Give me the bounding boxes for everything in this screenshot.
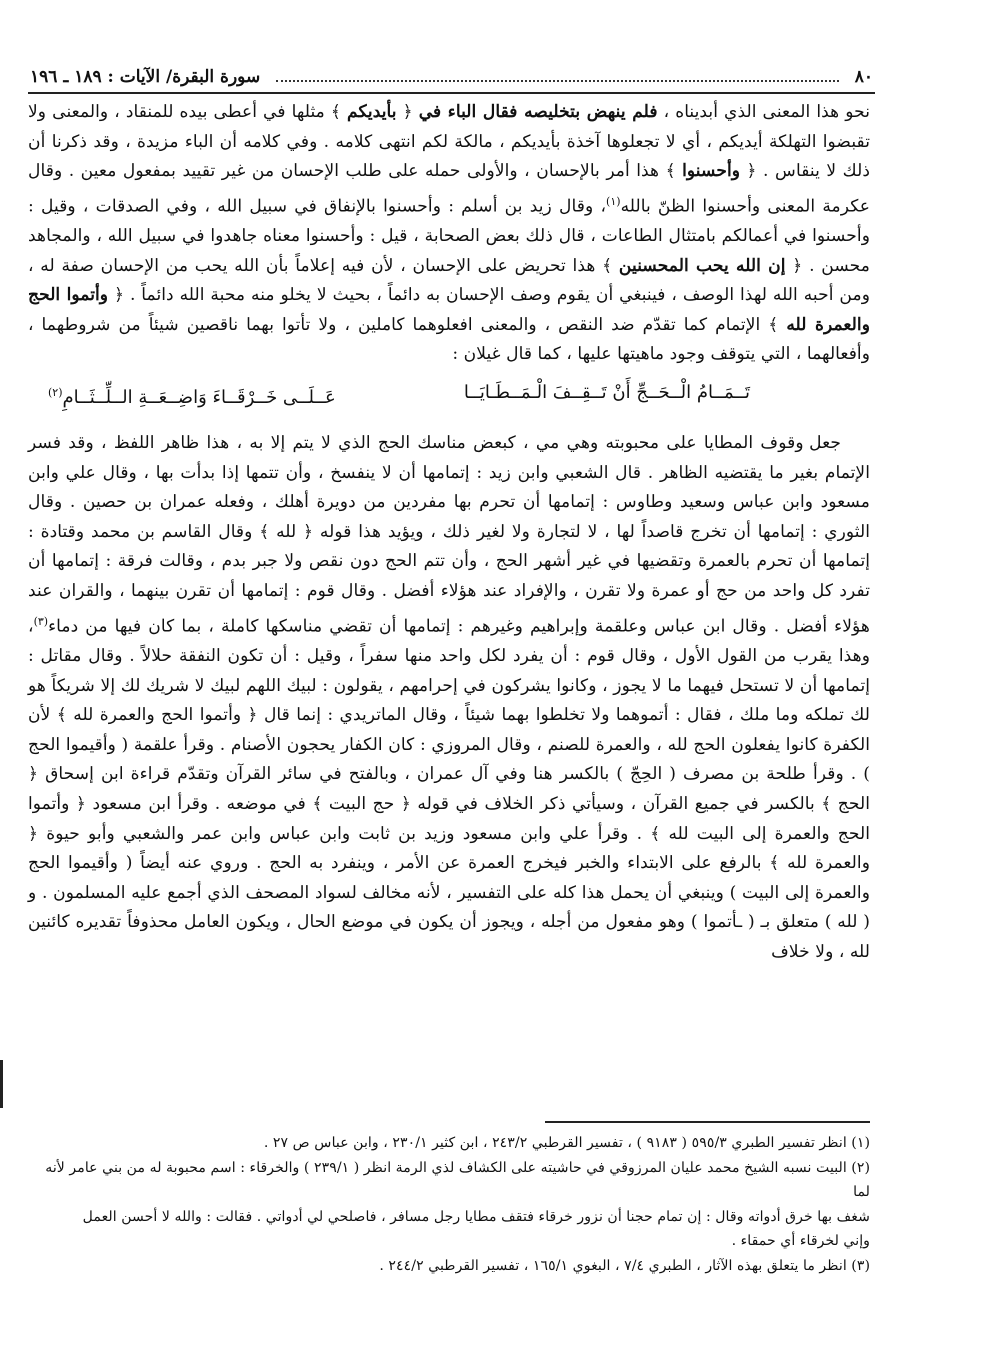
page-number: ٨٠ — [854, 67, 873, 87]
quran-quote: إن الله يحب المحسنين — [618, 255, 786, 276]
quran-quote: وأتموا الحج والعمرة لله — [28, 285, 870, 335]
verse-hemistich-2-text: عَــلَــى خَــرْقَــاءَ وَاضِــعَــةِ الــلِّــثَــامِ — [62, 387, 336, 409]
verse-hemistich-1: تَــمَــامُ الْــحَــجِّ أَنْ تَــقِــفَ الْـمَــطَـايَــا — [463, 382, 750, 404]
header-dot-leader — [276, 80, 839, 82]
verse-hemistich-2 — [48, 376, 336, 415]
margin-mark — [0, 1060, 3, 1108]
running-title: سورة البقرة/ الآيات : ١٨٩ ـ ١٩٦ — [30, 67, 261, 87]
footnote-1: (١) انظر تفسير الطبري ٥٩٥/٣ ( ٩١٨٣ ) ، تفسير القرطبي ٢٤٣/٢ ، ابن كثير ٢٣٠/١ ، وابن عباس ص ٢٧ . — [263, 1135, 870, 1151]
footnote-ref-2: (٢) — [48, 386, 63, 400]
footnote-ref-3: (٣) — [33, 614, 49, 628]
header-rule — [28, 92, 875, 94]
footnote-rule — [545, 1121, 870, 1123]
poetry-verse — [28, 376, 870, 415]
text-run: ، وهذا يقرب من القول الأول ، وقال قوم : أن يفرد لكل واحد منها سفراً ، وقيل : أن تكون النفقة حلالاً . وقال مقاتل : إتمامها أن لا تستحل فيهما ما لا يجوز ، وكانوا يشركون في إحرامهم ، يقولون : لبيك اللهم لبيك لا شريك لك إلا شريكاً هو لك تملكه وما ملك ، فقال : أتموهما ولا تخلطوا بهما شيئاً ، وقال الماتريدي : إنما قال ﴿ وأتموا الحج والعمرة لله ﴾ لأن الكفرة كانوا يفعلون الحج لله ، والعمرة للصنم ، وقال المروزي : كان الكفار يحجون الأصنام . وقرأ علقمة ( وأقيموا الحج ) . وقرأ طلحة بن مصرف ( الحِجّ ) بالكسر هنا وفي آل عمران ، وبالفتح في سائر القرآن وتقدّم قراءة ابن إسحاق ﴿ الحج ﴾ بالكسر في جميع القرآن ، وسيأتي ذكر الخلاف في قوله ﴿ حج البيت ﴾ في موضعه . وقرأ ابن مسعود ﴿ وأتموا الحج والعمرة إلى البيت لله ﴾ . وقرأ علي وابن مسعود وزيد بن ثابت وابن عباس وابن عمر والشعبي وأبو حيوة ﴿ والعمرة لله ﴾ بالرفع على الابتداء والخبر فيخرج العمرة عن الأمر ، وينفرد به الحج . وروي عنه أيضاً ( وأقيموا الحج والعمرة إلى البيت ) وينبغي أن يحمل هذا كله على التفسير ، لأنه مخالف لسواد المصحف الذي أجمع عليه المسلمون . و ( لله ) متعلق بـ ( ـأتموا ) وهو مفعول من أجله ، ويجوز أن يكون في موضع الحال ، ويكون العامل محذوفاً تقديره كائنين لله ، ولا خلاف — [28, 616, 870, 962]
text-run: ﴾ هذا تحريض على الإحسان ، لأن فيه إعلاماً بأن الله يحب من الإحسان صفة له ، ومن أحبه الله لهذا الوصف ، فينبغي أن يقوم وصف الإحسان به دائماً ، بحيث لا يخلو منه محبة الله دائماً . ﴿ — [28, 255, 870, 306]
bold-phrase: فلم ينهض بتخليصه فقال الباء في — [418, 102, 658, 122]
text-run: ﴾ الإتمام كما تقدّم ضد النقص ، والمعنى افعلوهما كاملين ، ولا تأتوا بهما ناقصين شيئاً من شروطهما ، وأفعالهما ، التي يتوقف وجود ماهيتها عليها ، كما قال غيلان : — [28, 314, 870, 365]
text-run: ﴾ هذا أمر بالإحسان ، والأولى حمله على طلب الإحسان من غير تقييد بمفعول معين . وقال عكرمة المعنى وأحسنوا الظنّ بالله — [28, 161, 870, 217]
text-run: ﴾ مثلها في أعطى بيده للمنقاد ، والمعنى ولا تقبضوا التهلكة أيديكم ، أي لا تجعلوها آخذة بأيديكم ، مالكة لكم انتهى كلامه . وفي كلامه أن الباء مزيدة ، وقد ذكرنا أن ذلك لا ينقاس . ﴿ — [28, 102, 870, 182]
paragraph-1 — [28, 98, 870, 370]
text-run: جعل وقوف المطايا على محبوبته وهي مي ، كبعض مناسك الحج الذي لا يتم إلا به ، هذا ظاهر اللفظ ، وقد فسر الإتمام بغير ما يقتضيه الظاهر . قال الشعبي وابن زيد : إتمامها أن لا ينفسخ ، وأن تتمها إذا بدأت بها ، وقال علي وابن مسعود وابن عباس وسعيد وطاوس : إتمامها أن تحرم بها مفردين من دويرة أهلك ، وفعله عمران بن حصين . وقال الثوري : إتمامها أن تخرج قاصداً لها ، لا لتجارة ولا لغير ذلك ، ويؤيد هذا قوله ﴿ لله ﴾ وقال القاسم بن محمد وقتادة : إتمامها أن تحرم بالعمرة وتقضيها في غير أشهر الحج ، وأن تتم الحج دون نقص ولا جبر بدم ، وقالت فرقة : إتمامها أن تفرد كل واحد من حج أو عمرة ولا تقرن ، والإفراد عند هؤلاء أفضل . وقال قوم : إتمامها أن تقرن بينهما ، والقران عند هؤلاء أفضل . وقال ابن عباس وعلقمة وإبراهيم وغيرهم : إتمامها أن تقضي مناسكها كاملة ، بما كان فيها من دماء — [28, 433, 870, 637]
main-text — [28, 98, 870, 968]
running-header — [30, 62, 873, 92]
quran-quote: بأيديكم — [347, 102, 397, 122]
footnote-ref-1: (١) — [606, 194, 621, 208]
footnote-2-line-1: (٢) البيت نسبه الشيخ محمد عليان المرزوقي في حاشيته على الكشاف لذي الرمة انظر ( ٢٣٩/١ ) والخرقاء : اسم محبوبة له من بني عامر لأنه لما — [45, 1159, 870, 1200]
text-run: ، وقال زيد بن أسلم : وأحسنوا بالإنفاق في سبيل الله ، وفي الصدقات ، وقيل : وأحسنوا في أعمالكم بامتثال الطاعات ، قال ذلك بعض الصحابة ، قيل : وأحسنوا معناه جاهدوا في سبيل الله ، والمجاهد محسن . ﴿ — [28, 196, 870, 276]
footnotes — [28, 1131, 870, 1278]
footnote-2-line-2: شغف بها خرق أدواته وقال : إن تمام حجنا أن نزور خرقاء فتقف مطايا رجل مسافر ، فاصلحي لي أدواتي . فقالت : والله لا أحسن العمل — [82, 1208, 870, 1225]
paragraph-2 — [28, 429, 870, 967]
quran-quote: وأحسنوا — [682, 161, 741, 182]
text-run: ﴿ — [396, 102, 419, 122]
text-run: نحو هذا المعنى الذي أبديناه ، — [657, 102, 870, 122]
footnote-3: (٣) انظر ما يتعلق بهذه الآثار ، الطبري ٧/٤ ، البغوي ١٦٥/١ ، تفسير القرطبي ٢٤٤/٢ . — [379, 1257, 870, 1274]
footnote-2-line-3: وإني لخرقاء أي حمقاء . — [731, 1233, 870, 1249]
